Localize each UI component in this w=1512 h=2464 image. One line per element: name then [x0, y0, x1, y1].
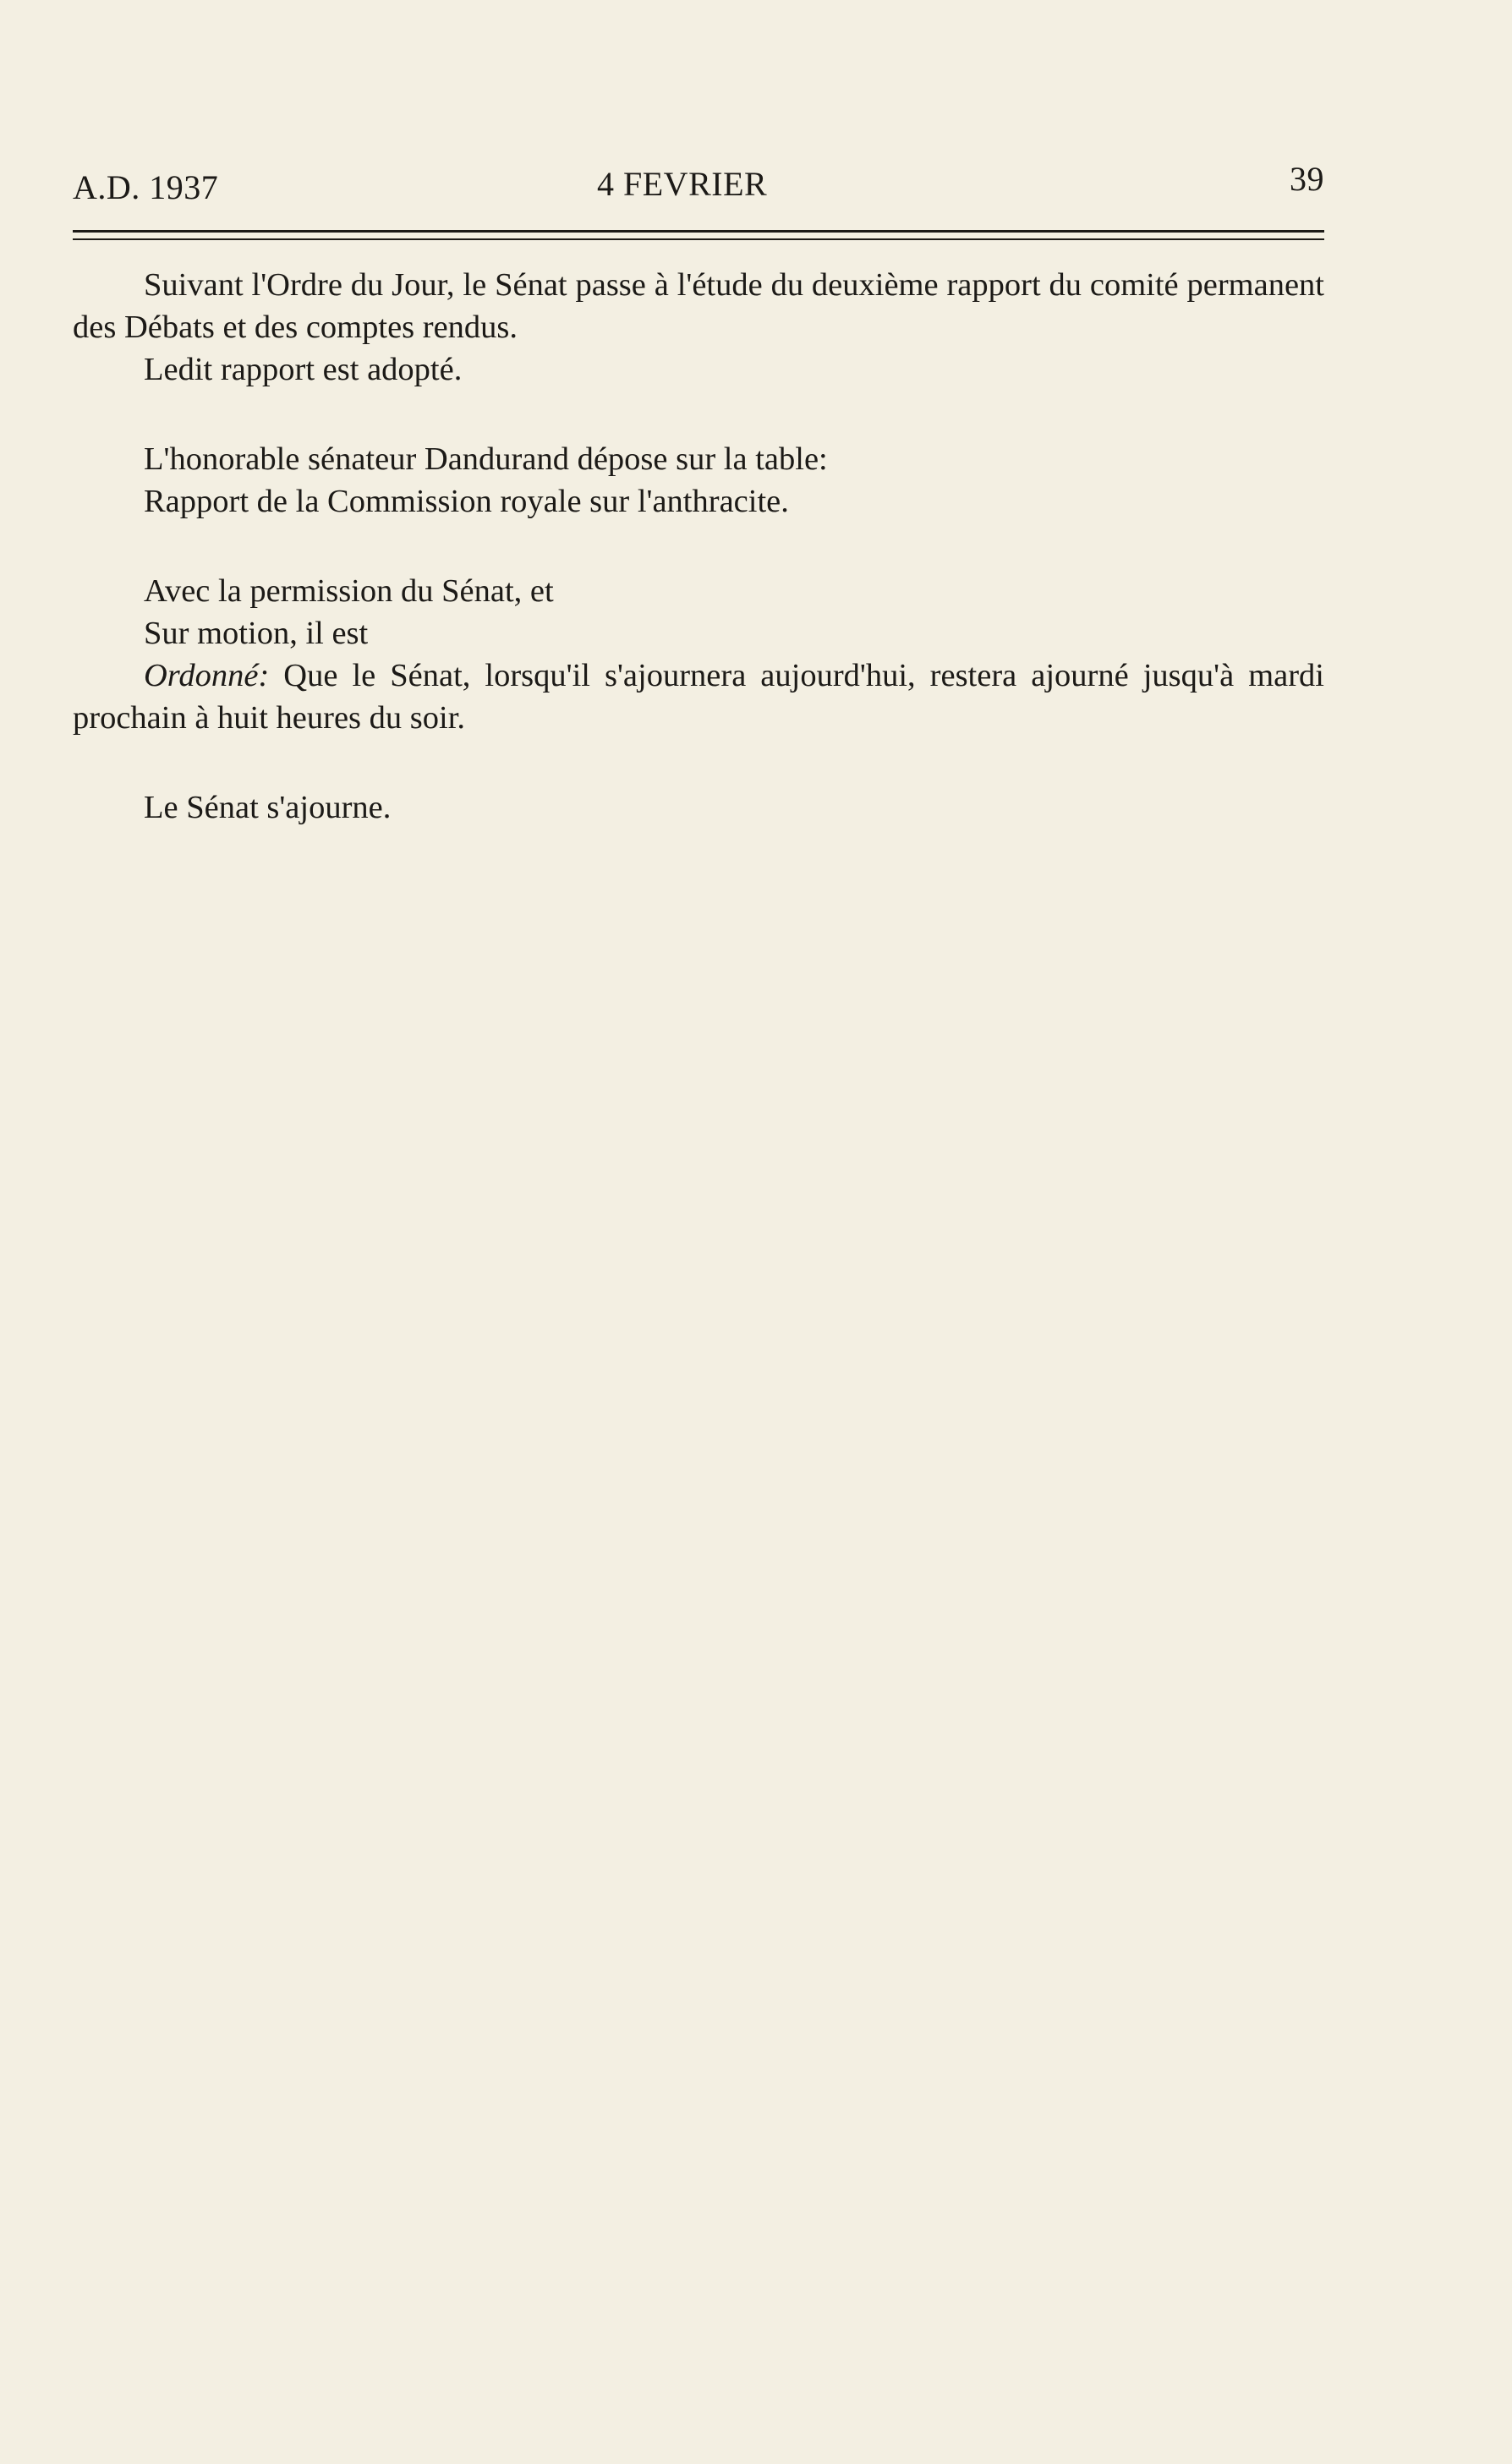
- ordered-label: Ordonné:: [144, 658, 270, 693]
- spacer: [73, 391, 1324, 438]
- body-text: [73, 264, 1324, 829]
- paragraph-tabled: L'honorable sénateur Dandurand dépose sur la table:: [144, 441, 828, 477]
- ordered-text: Que le Sénat, lorsqu'il s'ajournera aujourd'hui, restera ajourné jusqu'à mardi prochain à huit heures du soir.: [73, 658, 1324, 736]
- spacer: [73, 739, 1324, 786]
- running-header: [73, 159, 1324, 210]
- header-date: 4 FEVRIER: [597, 165, 768, 203]
- paragraph-adjourns: Le Sénat s'ajourne.: [144, 790, 392, 825]
- header-rule-bottom: [73, 238, 1324, 240]
- header-year: A.D. 1937: [73, 168, 219, 206]
- paragraph-report-adopted: Ledit rapport est adopté.: [144, 352, 463, 387]
- paragraph-order-of-day: Suivant l'Ordre du Jour, le Sénat passe à l'étude du deuxième rapport du comité permanent des Débats et des comptes rendus.: [73, 267, 1324, 345]
- header-rule-top: [73, 230, 1324, 233]
- paragraph-anthracite-report: Rapport de la Commission royale sur l'anthracite.: [144, 484, 789, 519]
- paragraph-ordered: [73, 654, 1324, 739]
- page-number: 39: [1290, 160, 1324, 198]
- paragraph-leave: Avec la permission du Sénat, et: [144, 573, 554, 609]
- paragraph-motion: Sur motion, il est: [144, 616, 369, 651]
- spacer: [73, 523, 1324, 570]
